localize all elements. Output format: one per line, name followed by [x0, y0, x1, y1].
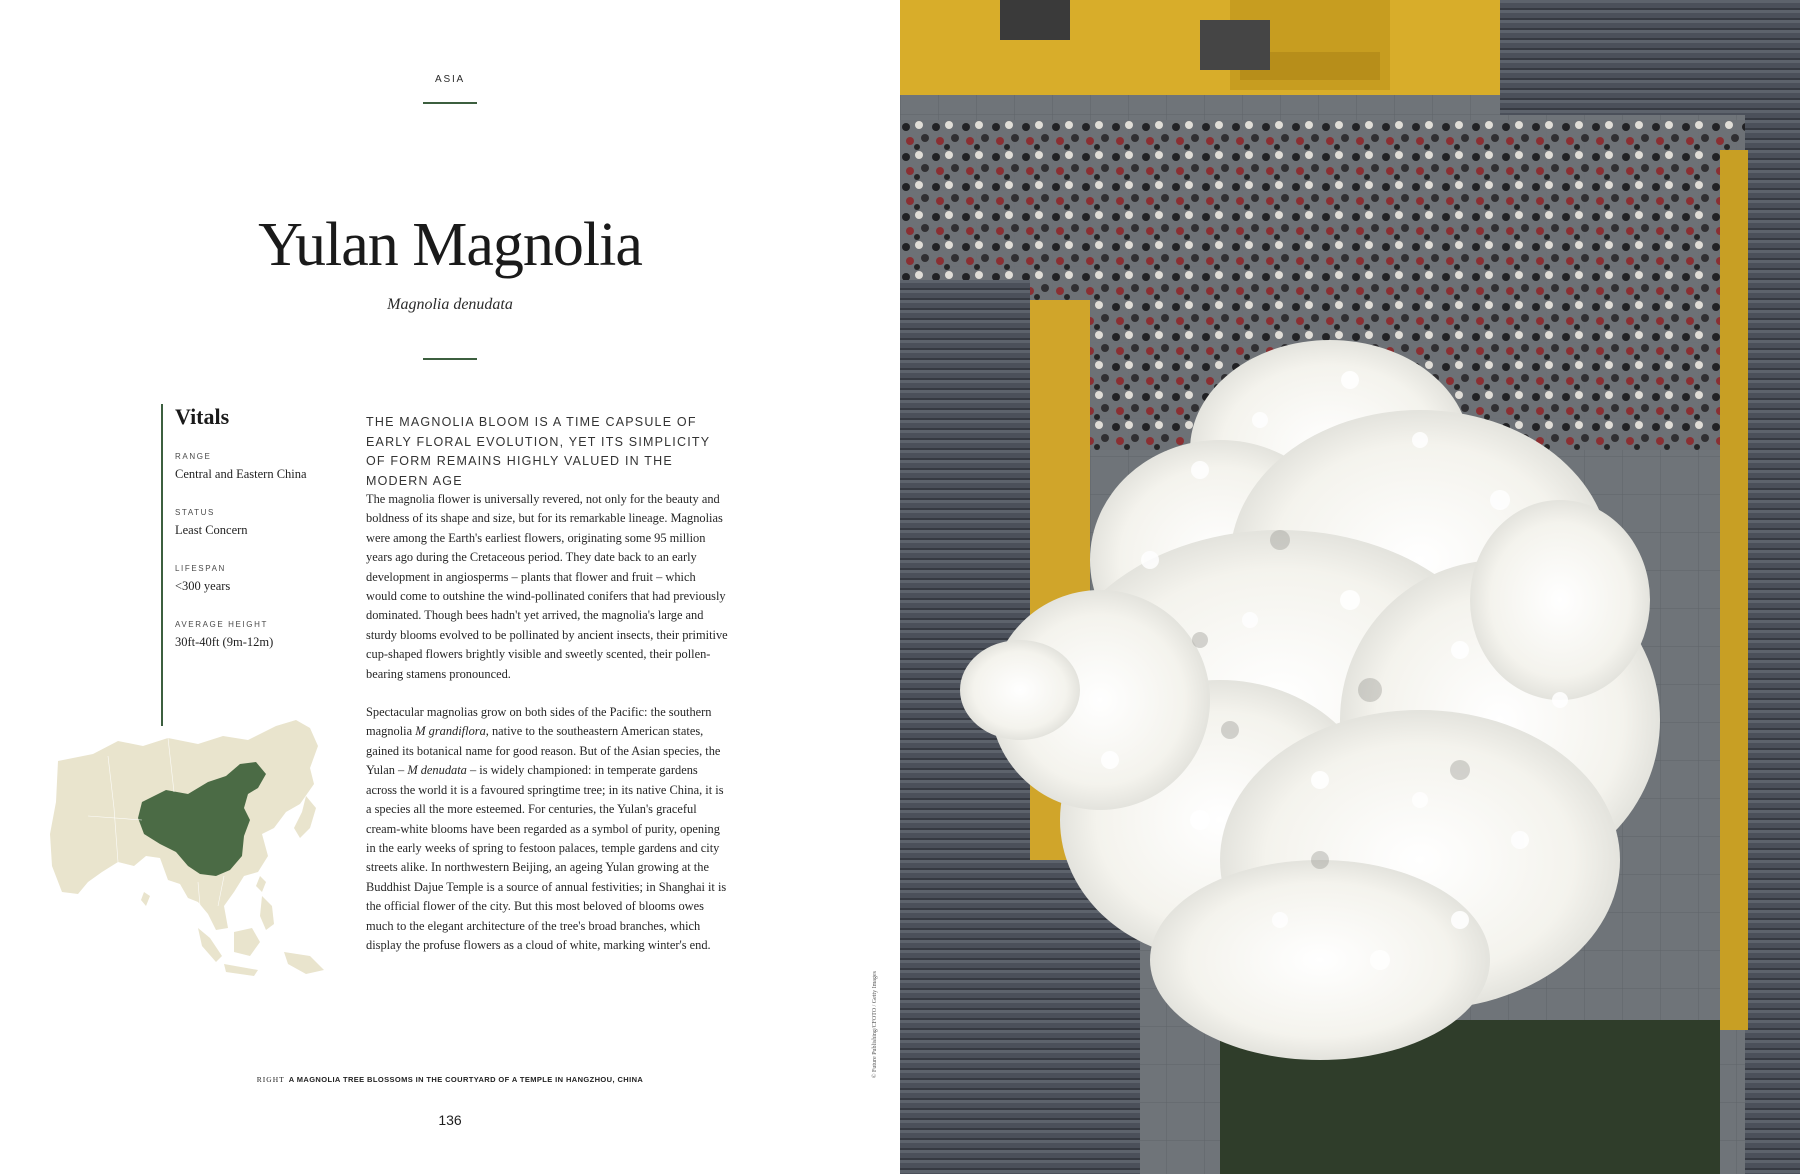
body-text [366, 490, 728, 974]
scientific-name: Magnolia denudata [387, 296, 513, 313]
temple-roof-right [1745, 90, 1800, 1174]
species-name: M grandiflora [415, 724, 486, 739]
vital-label: AVERAGE HEIGHT [175, 620, 268, 629]
vital-label: STATUS [175, 508, 215, 517]
vital-lifespan [175, 564, 331, 594]
new-guinea-island [284, 952, 324, 974]
taiwan-island [256, 876, 266, 892]
page-number: 136 [438, 1112, 462, 1128]
section-divider-middle [423, 358, 477, 360]
vital-label: RANGE [175, 452, 212, 461]
asia-range-map [48, 716, 368, 1006]
section-label: ASIA [435, 74, 465, 85]
philippines-islands [260, 896, 274, 930]
lede-text: THE MAGNOLIA BLOOM IS A TIME CAPSULE OF EARLY FLORAL EVOLUTION, YET ITS SIMPLICITY OF FORM REMAINS HIGHLY VALUED IN THE MODERN AGE [366, 415, 711, 488]
aerial-magnolia-photo [900, 0, 1800, 1174]
body-paragraph [366, 703, 728, 955]
vitals-panel [161, 404, 331, 726]
java-island [224, 964, 258, 976]
caption-direction: RIGHT [256, 1075, 285, 1084]
photo-credit: © Future Publishing/CFOTO / Getty Images [872, 971, 878, 1078]
vital-label: LIFESPAN [175, 564, 226, 573]
body-paragraph: The magnolia flower is universally revered, not only for the beauty and boldness of its shape and size, but for its remarkable lineage. Magnolias were among the Earth's earliest flowers, originating some 95 million years ago during the Cretaceous period. They date back to an early development in angiosperms – plants that flower and fruit – which would come to outshine the wind-pollinated conifers that had previously dominated. Though bees hadn't yet arrived, the magnolia's large and sturdy blooms evolved to be pollinated by ancient insects, their primitive cup-shaped flowers brightly visible and sweetly scented, their pollen-bearing stamens pronounced. [366, 492, 728, 681]
temple-wall-right [1720, 150, 1748, 1030]
right-page [900, 0, 1800, 1174]
borneo-island [234, 928, 260, 956]
vital-status [175, 508, 331, 538]
sri-lanka-island [141, 892, 150, 906]
section-divider-top [423, 102, 477, 104]
vital-value: 30ft-40ft (9m-12m) [175, 635, 274, 649]
species-name: M denudata [407, 763, 467, 778]
vital-value: <300 years [175, 579, 231, 593]
sumatra-island [198, 928, 222, 962]
body-text-run: – is widely championed: in temperate gardens across the world it is a favoured springtime tree; in its native China, it is a species all the more esteemed. For centuries, the Yulan's graceful cream-white blooms have been regarded as a symbol of purity, opening in the early weeks of spring to festoon palaces, temple gardens and city streets alike. In northwestern Beijing, an ageing Yulan growing at the Buddhist Dajue Temple is a source of annual festivities; in Shanghai it is the official flower of the city. But this most beloved of blooms owes much to the elegant architecture of the tree's broad branches, which display the profuse flowers as a cloud of white, marking winter's end. [366, 763, 727, 952]
vital-value: Least Concern [175, 523, 248, 537]
vital-value: Central and Eastern China [175, 467, 307, 481]
vitals-heading: Vitals [175, 404, 230, 429]
vital-range [175, 452, 331, 482]
temple-window [1000, 0, 1070, 40]
page-title: Yulan Magnolia [258, 211, 642, 279]
body-text-run: Spectacular magnolias grow on both sides of the Pacific: the southern magnolia [366, 705, 712, 739]
temple-window [1200, 20, 1270, 70]
caption-text: A MAGNOLIA TREE BLOSSOMS IN THE COURTYARD OF A TEMPLE IN HANGZHOU, CHINA [288, 1075, 644, 1084]
photo-caption [200, 1075, 700, 1084]
vital-average-height [175, 620, 331, 650]
body-text-run: , native to the southeastern American states, gained its botanical name for good reason. But of the Asian species, the Yulan – [366, 724, 721, 778]
